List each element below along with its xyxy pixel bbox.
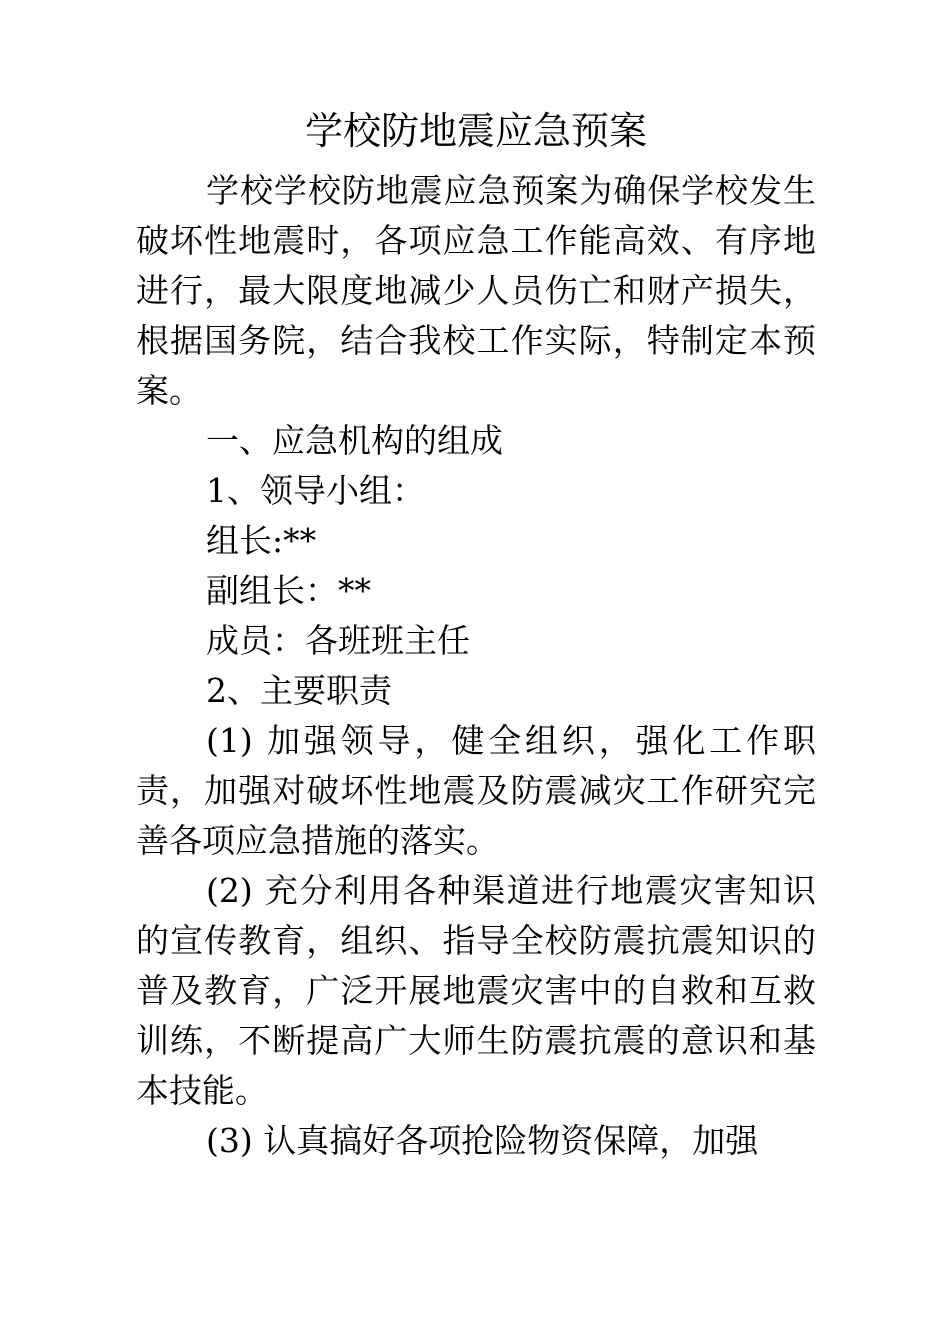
subsection-leadership-group: 1、领导小组： <box>206 471 425 510</box>
duty-item-2: (2) 充分利用各种渠道进行地震灾害知识的宣传教育，组织、指导全校防震抗震知识的普及教育，广泛开展地震灾害中的自救和互救训练，不断提高广大师生防震抗震的意识和基本技能。 <box>136 871 816 1110</box>
deputy-leader-line: 副组长：** <box>206 571 371 610</box>
subsection-main-duties: 2、主要职责 <box>206 671 392 710</box>
members-line: 成员：各班班主任 <box>206 621 470 660</box>
section-heading-organization: 一、应急机构的组成 <box>206 421 503 460</box>
group-leader-line: 组长:** <box>206 521 317 560</box>
duty-item-3: (3) 认真搞好各项抢险物资保障，加强 <box>206 1121 759 1160</box>
intro-paragraph: 学校学校防地震应急预案为确保学校发生破坏性地震时，各项应急工作能高效、有序地进行，最大限度地减少人员伤亡和财产损失，根据国务院，结合我校工作实际，特制定本预案。 <box>136 171 816 410</box>
duty-item-1: (1) 加强领导，健全组织，强化工作职责，加强对破坏性地震及防震减灾工作研究完善各项应急措施的落实。 <box>136 721 816 860</box>
document-title: 学校防地震应急预案 <box>304 109 647 153</box>
document-page <box>136 100 816 1166</box>
